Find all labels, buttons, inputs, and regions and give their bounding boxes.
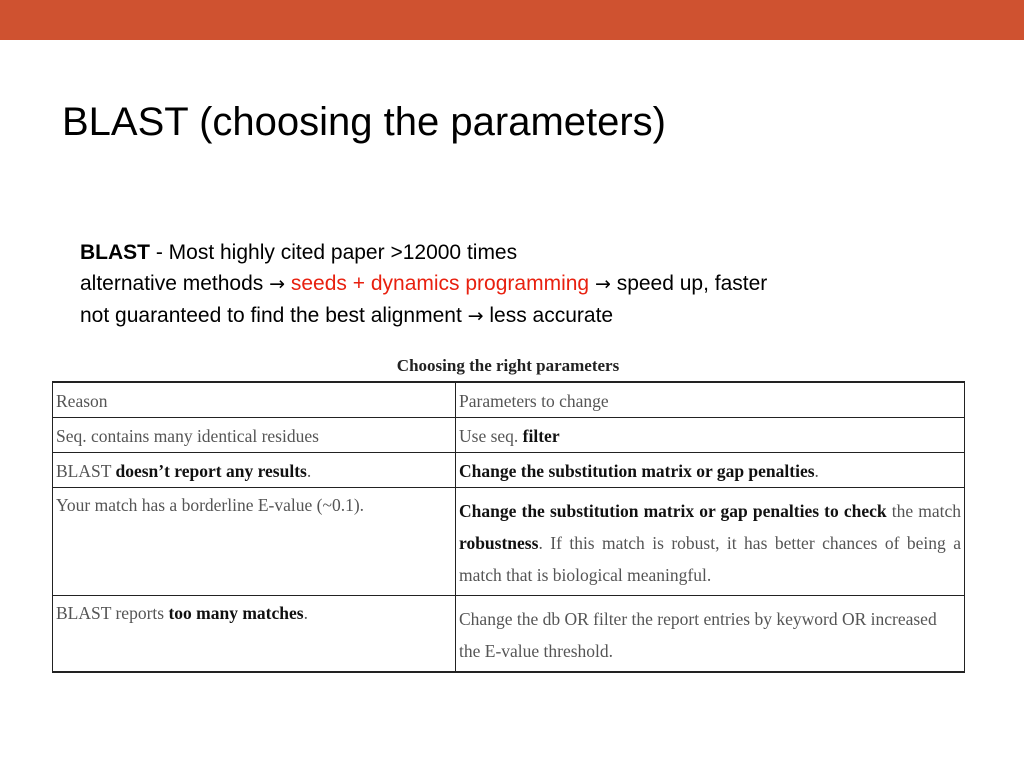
slide-title: BLAST (choosing the parameters) [62,100,667,144]
params-cell [456,418,965,453]
params-cell: Change the db OR filter the report entries by keyword OR increased the E-value threshold. [456,596,965,673]
not-guaranteed-text: not guaranteed to find the best alignment [80,304,468,327]
params-bold: filter [522,426,560,446]
body-line-2 [80,268,767,300]
header-params: Parameters to change [456,382,965,418]
right-arrow-icon: → [467,305,484,327]
top-accent-bar [0,0,1024,40]
body-line-3 [80,300,767,332]
alternative-methods-text: alternative methods [80,272,270,295]
right-arrow-icon: → [594,273,611,295]
table-caption: Choosing the right parameters [396,356,620,375]
blast-label: BLAST [80,241,150,264]
params-bold: Change the substitution matrix or gap penalties to check [459,501,887,521]
reason-cell: Your match has a borderline E-value (~0.1). [53,488,456,596]
header-reason: Reason [53,382,456,418]
reason-plain: BLAST [56,461,116,481]
params-cell [456,453,965,488]
reason-cell [53,453,456,488]
table-row [53,596,965,673]
body-line-1 [80,237,767,268]
params-plain: . If this match is robust, it has better chances of being a match that is biological meaningful. [459,533,961,585]
seeds-dp-highlight: seeds + dynamics programming [290,272,590,295]
reason-plain: BLAST reports [56,603,169,623]
table-row [53,488,965,596]
reason-cell: Seq. contains many identical residues [53,418,456,453]
params-bold: robustness [459,533,539,553]
params-plain: the match [886,501,961,521]
reason-bold: doesn’t report any results [115,461,307,481]
right-arrow-icon: → [269,273,286,295]
parameters-table [52,381,965,673]
reason-tail: . [303,603,308,623]
params-plain: Use seq. [459,426,523,446]
params-cell [456,488,965,596]
table-header-row [53,382,965,418]
table-row [53,453,965,488]
citation-text: - Most highly cited paper >12000 times [150,241,518,264]
reason-bold: too many matches [168,603,304,623]
speed-up-text: speed up, faster [610,272,768,295]
less-accurate-text: less accurate [483,304,614,327]
slide-body [80,237,767,332]
table-row [53,418,965,453]
reason-cell [53,596,456,673]
reason-tail: . [306,461,312,481]
params-bold: Change the substitution matrix or gap penalties [459,461,815,481]
params-tail: . [814,461,819,481]
